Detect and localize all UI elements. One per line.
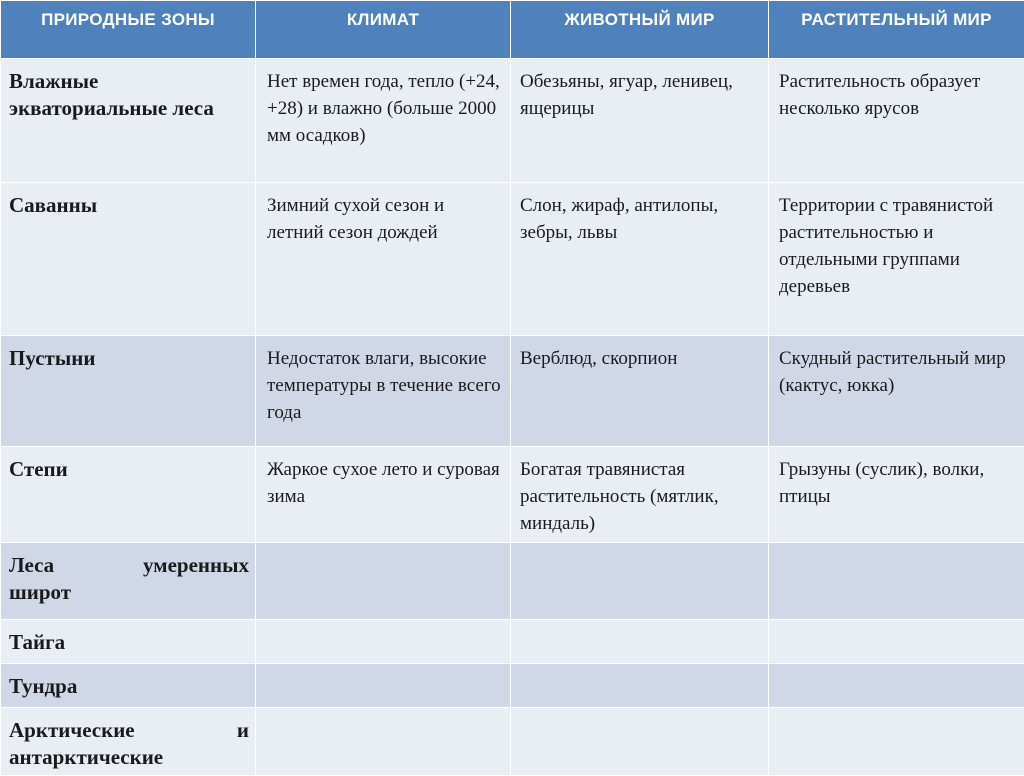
zone-cell-steppe: Степи — [1, 447, 256, 543]
zone-label-line: антарктические — [9, 745, 163, 769]
fauna-cell — [511, 708, 769, 776]
flora-cell: Скудный растительный мир (кактус, юкка) — [769, 336, 1024, 447]
zone-cell-savanna: Саванны — [1, 183, 256, 336]
flora-cell: Территории с травянистой растительностью и отдельными группами деревьев — [769, 183, 1024, 336]
climate-cell: Недостаток влаги, высокие температуры в течение всего года — [256, 336, 511, 447]
header-climate: КЛИМАТ — [256, 1, 511, 59]
zone-label-line: широт — [9, 580, 71, 604]
zone-cell-desert: Пустыни — [1, 336, 256, 447]
zone-cell-temperate-forest — [1, 543, 256, 620]
header-fauna: ЖИВОТНЫЙ МИР — [511, 1, 769, 59]
flora-cell — [769, 543, 1024, 620]
zone-label-line: Леса умеренных — [9, 552, 249, 579]
table-row — [1, 708, 1024, 776]
fauna-cell — [511, 620, 769, 664]
table-row — [1, 620, 1024, 664]
climate-cell: Нет времен года, тепло (+24, +28) и влажно (больше 2000 мм осадков) — [256, 59, 511, 183]
table-row — [1, 59, 1024, 183]
zone-cell-rainforest: Влажные экваториальные леса — [1, 59, 256, 183]
climate-cell: Зимний сухой сезон и летний сезон дождей — [256, 183, 511, 336]
climate-cell: Жаркое сухое лето и суровая зима — [256, 447, 511, 543]
fauna-cell: Обезьяны, ягуар, ленивец, ящерицы — [511, 59, 769, 183]
table-row — [1, 543, 1024, 620]
table-body — [1, 59, 1024, 776]
fauna-cell — [511, 664, 769, 708]
climate-cell — [256, 664, 511, 708]
climate-cell — [256, 708, 511, 776]
fauna-cell: Слон, жираф, антилопы, зебры, львы — [511, 183, 769, 336]
climate-cell — [256, 543, 511, 620]
fauna-cell: Верблюд, скорпион — [511, 336, 769, 447]
flora-cell — [769, 708, 1024, 776]
fauna-cell — [511, 543, 769, 620]
zone-cell-tundra: Тундра — [1, 664, 256, 708]
table-row — [1, 183, 1024, 336]
flora-cell — [769, 620, 1024, 664]
table-row — [1, 336, 1024, 447]
zone-label-line: Арктические и — [9, 717, 249, 744]
header-flora: РАСТИТЕЛЬНЫЙ МИР — [769, 1, 1024, 59]
table-row — [1, 664, 1024, 708]
header-row — [1, 1, 1024, 59]
table-row — [1, 447, 1024, 543]
fauna-cell: Богатая травянистая растительность (мятлик, миндаль) — [511, 447, 769, 543]
zone-cell-polar — [1, 708, 256, 776]
flora-cell — [769, 664, 1024, 708]
table-header — [1, 1, 1024, 59]
flora-cell: Растительность образует несколько ярусов — [769, 59, 1024, 183]
climate-cell — [256, 620, 511, 664]
header-zone: ПРИРОДНЫЕ ЗОНЫ — [1, 1, 256, 59]
flora-cell: Грызуны (суслик), волки, птицы — [769, 447, 1024, 543]
zone-cell-taiga: Тайга — [1, 620, 256, 664]
